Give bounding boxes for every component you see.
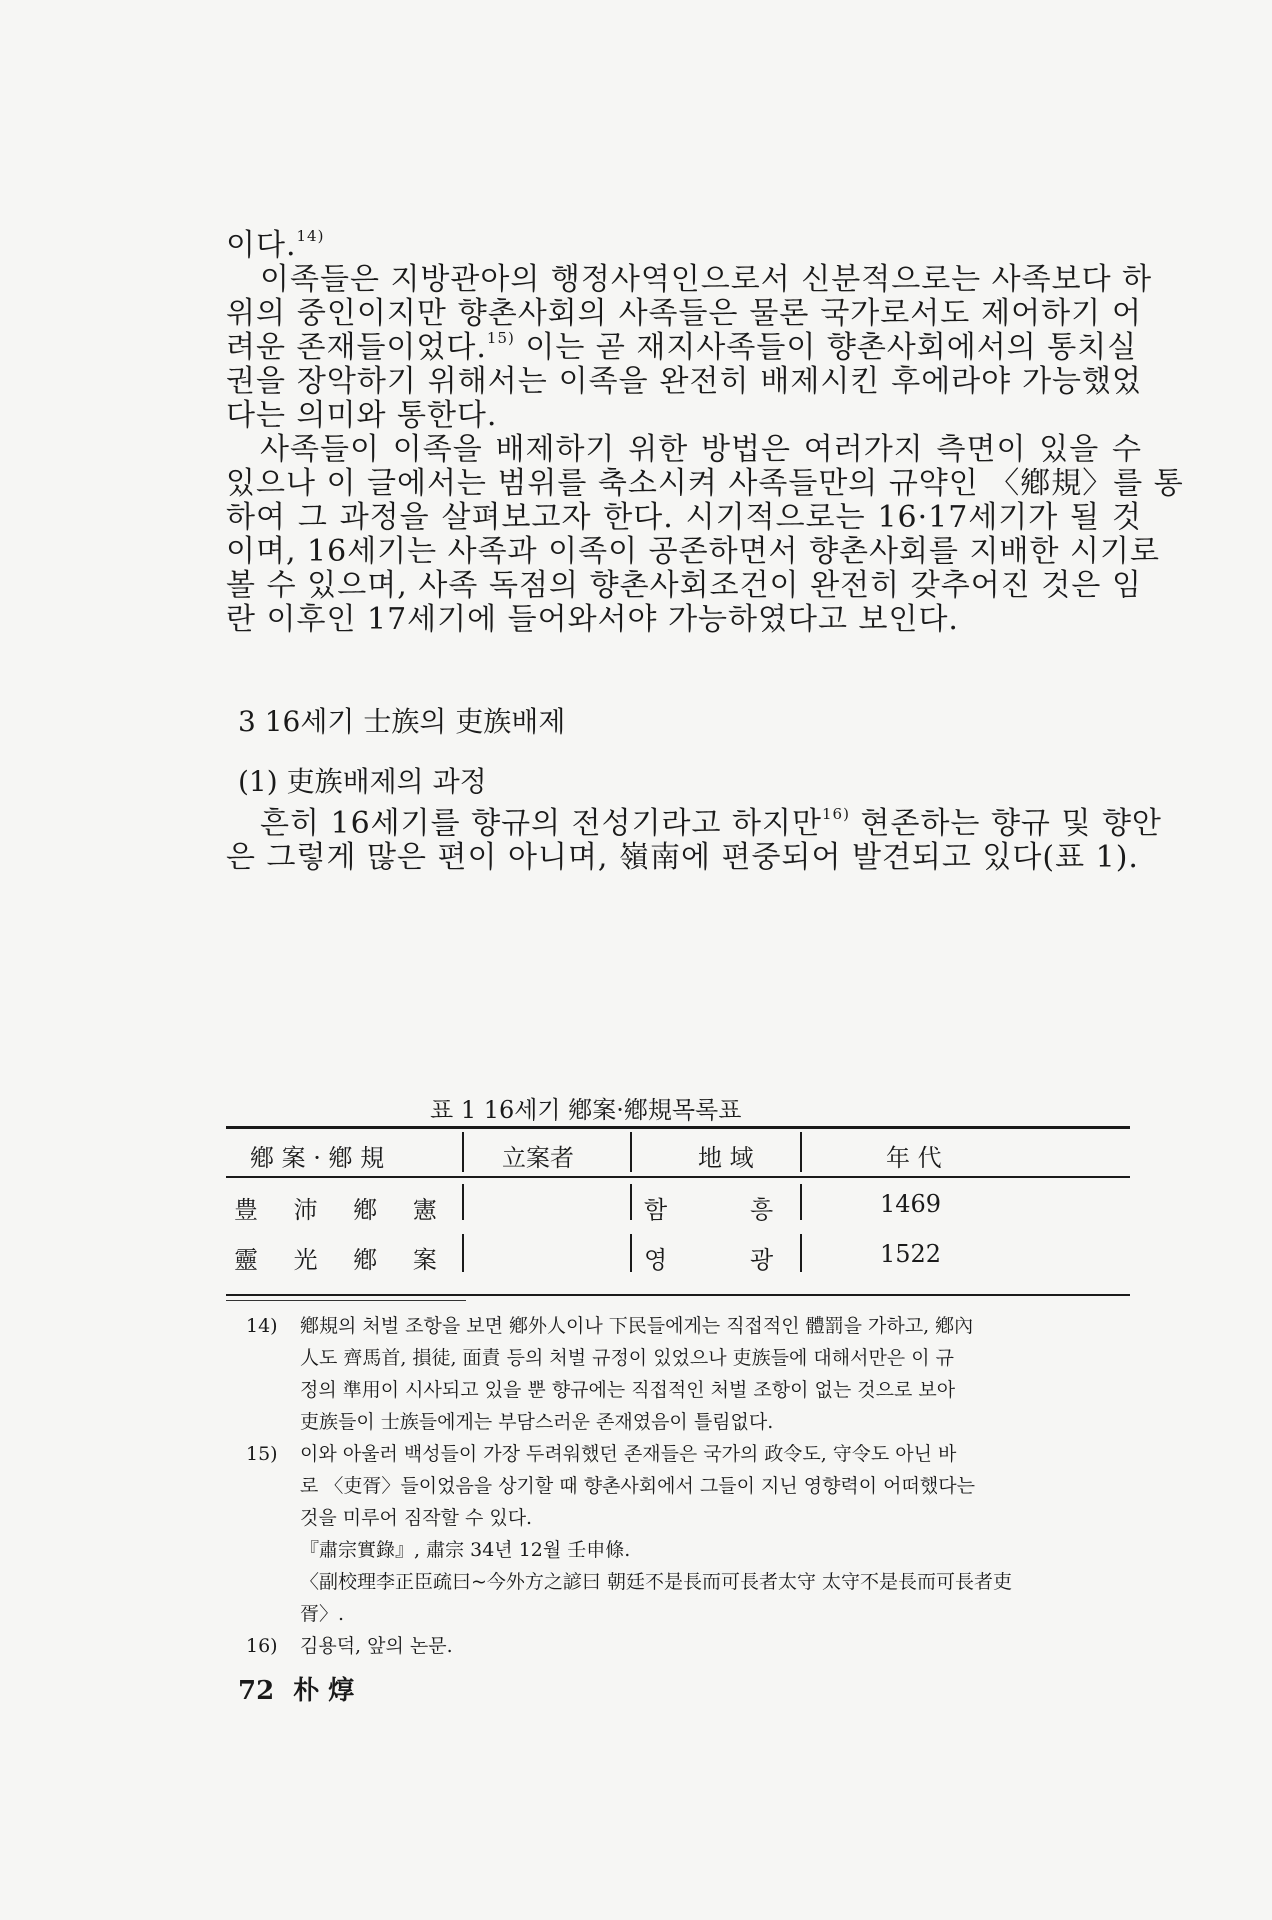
body-line: 란 이후인 17세기에 들어와서야 가능하였다고 보인다. <box>226 602 959 637</box>
body-line: 사족들이 이족을 배제하기 위한 방법은 여러가지 측면이 있을 수 <box>260 432 1142 467</box>
footnote-ref-16: 16) <box>822 805 850 823</box>
footnote-rule <box>226 1300 466 1301</box>
column-divider <box>800 1184 802 1220</box>
column-divider <box>462 1132 464 1172</box>
body-line: 권을 장악하기 위해서는 이족을 완전히 배제시킨 후에라야 가능했었 <box>226 364 1142 399</box>
table-row-region: 흥 <box>750 1196 774 1224</box>
table-row-year: 1522 <box>880 1240 942 1268</box>
line-text: 흔히 16세기를 향규의 전성기라고 하지만 <box>260 806 822 841</box>
body-line: 있으나 이 글에서는 범위를 축소시켜 사족들만의 규약인 〈鄕規〉를 통 <box>226 466 1184 501</box>
page-footer <box>238 1670 364 1707</box>
body-line: 다는 의미와 통한다. <box>226 398 498 433</box>
column-divider <box>462 1184 464 1220</box>
line-text: 현존하는 향규 및 향안 <box>849 806 1162 841</box>
body-line <box>260 805 1162 842</box>
body-line <box>226 228 1142 264</box>
footnote-line: 吏族들이 士族들에게는 부담스러운 존재였음이 틀림없다. <box>300 1411 774 1433</box>
footnote-label: 14) <box>246 1315 278 1337</box>
table-row-year: 1469 <box>880 1190 942 1218</box>
column-divider <box>630 1184 632 1220</box>
table-header-rule <box>226 1176 1130 1178</box>
footnote-line: 人도 齊馬首, 損徒, 面責 등의 처벌 규정이 있었으나 吏族들에 대해서만은 이 규 <box>300 1347 954 1369</box>
column-divider <box>462 1234 464 1272</box>
footnote-label: 16) <box>246 1635 278 1657</box>
column-divider <box>630 1234 632 1272</box>
subsection-heading: (1) 吏族배제의 과정 <box>238 765 487 798</box>
table-row-name: 豊 沛 鄕 憲 <box>234 1196 451 1224</box>
footnote-line: 鄕規의 처벌 조항을 보면 鄕外人이나 下民들에게는 직접적인 體罰을 가하고, 鄕內 <box>300 1315 974 1337</box>
footnote-line: 로 〈吏胥〉들이었음을 상기할 때 향촌사회에서 그들이 지닌 영향력이 어떠했다는 <box>300 1475 975 1497</box>
table-top-rule <box>226 1126 1130 1129</box>
footnote-line: 것을 미루어 짐작할 수 있다. <box>300 1507 533 1529</box>
footnote-line: 『肅宗實錄』, 肅宗 34년 12월 壬申條. <box>300 1539 631 1561</box>
table-row-region: 광 <box>750 1246 774 1274</box>
table-header-cell: 鄕 案 · 鄕 規 <box>250 1144 385 1172</box>
table-header-cell: 立案者 <box>502 1144 574 1172</box>
table-row-region: 영 <box>644 1246 668 1274</box>
body-line <box>226 330 1142 366</box>
table-header-cell: 地 域 <box>698 1144 754 1172</box>
body-line: 이족들은 지방관아의 행정사역인으로서 신분적으로는 사족보다 하 <box>260 262 1153 297</box>
body-line: 은 그렇게 많은 편이 아니며, 嶺南에 편중되어 발견되고 있다(표 1). <box>226 840 1139 875</box>
table-row-name: 靈 光 鄕 案 <box>234 1246 451 1274</box>
body-line: 하여 그 과정을 살펴보고자 한다. 시기적으로는 16·17세기가 될 것 <box>226 500 1142 535</box>
table-row-region: 함 <box>644 1196 668 1224</box>
table-caption: 표 1 16세기 鄕案·鄕規목록표 <box>430 1096 742 1124</box>
footnote-line: 이와 아울러 백성들이 가장 두려워했던 존재들은 국가의 政令도, 守令도 아닌 바 <box>300 1443 957 1465</box>
body-line: 이며, 16세기는 사족과 이족이 공존하면서 향촌사회를 지배한 시기로 <box>226 534 1160 569</box>
table-bottom-rule <box>226 1294 1130 1296</box>
footnote-line: 〈副校理李正臣疏曰~今外方之諺曰 朝廷不是長而可長者太守 太守不是長而可長者吏 <box>300 1571 1013 1593</box>
line-text: 이는 곧 재지사족들이 향촌사회에서의 통치실 <box>514 330 1138 365</box>
column-divider <box>800 1234 802 1272</box>
body-line: 위의 중인이지만 향촌사회의 사족들은 물론 국가로서도 제어하기 어 <box>226 296 1142 331</box>
line-text: 려운 존재들이었다. <box>226 330 487 365</box>
footnote-line: 胥〉. <box>300 1603 345 1625</box>
body-line: 볼 수 있으며, 사족 독점의 향촌사회조건이 완전히 갖추어진 것은 임 <box>226 568 1142 603</box>
section-heading: 3 16세기 士族의 吏族배제 <box>238 705 566 738</box>
footnote-ref-15: 15) <box>486 329 515 347</box>
line-text: 이다. <box>226 228 297 263</box>
author-name: 朴 焞 <box>293 1676 355 1706</box>
column-divider <box>630 1132 632 1172</box>
footnote-ref-14: 14) <box>296 227 325 245</box>
table-header-cell: 年 代 <box>886 1144 942 1172</box>
page-number: 72 <box>238 1676 275 1706</box>
footnote-line: 정의 準用이 시사되고 있을 뿐 향규에는 직접적인 처벌 조항이 없는 것으로 보아 <box>300 1379 956 1401</box>
footnote-label: 15) <box>246 1443 278 1465</box>
footnote-line: 김용덕, 앞의 논문. <box>300 1635 453 1657</box>
column-divider <box>800 1132 802 1172</box>
